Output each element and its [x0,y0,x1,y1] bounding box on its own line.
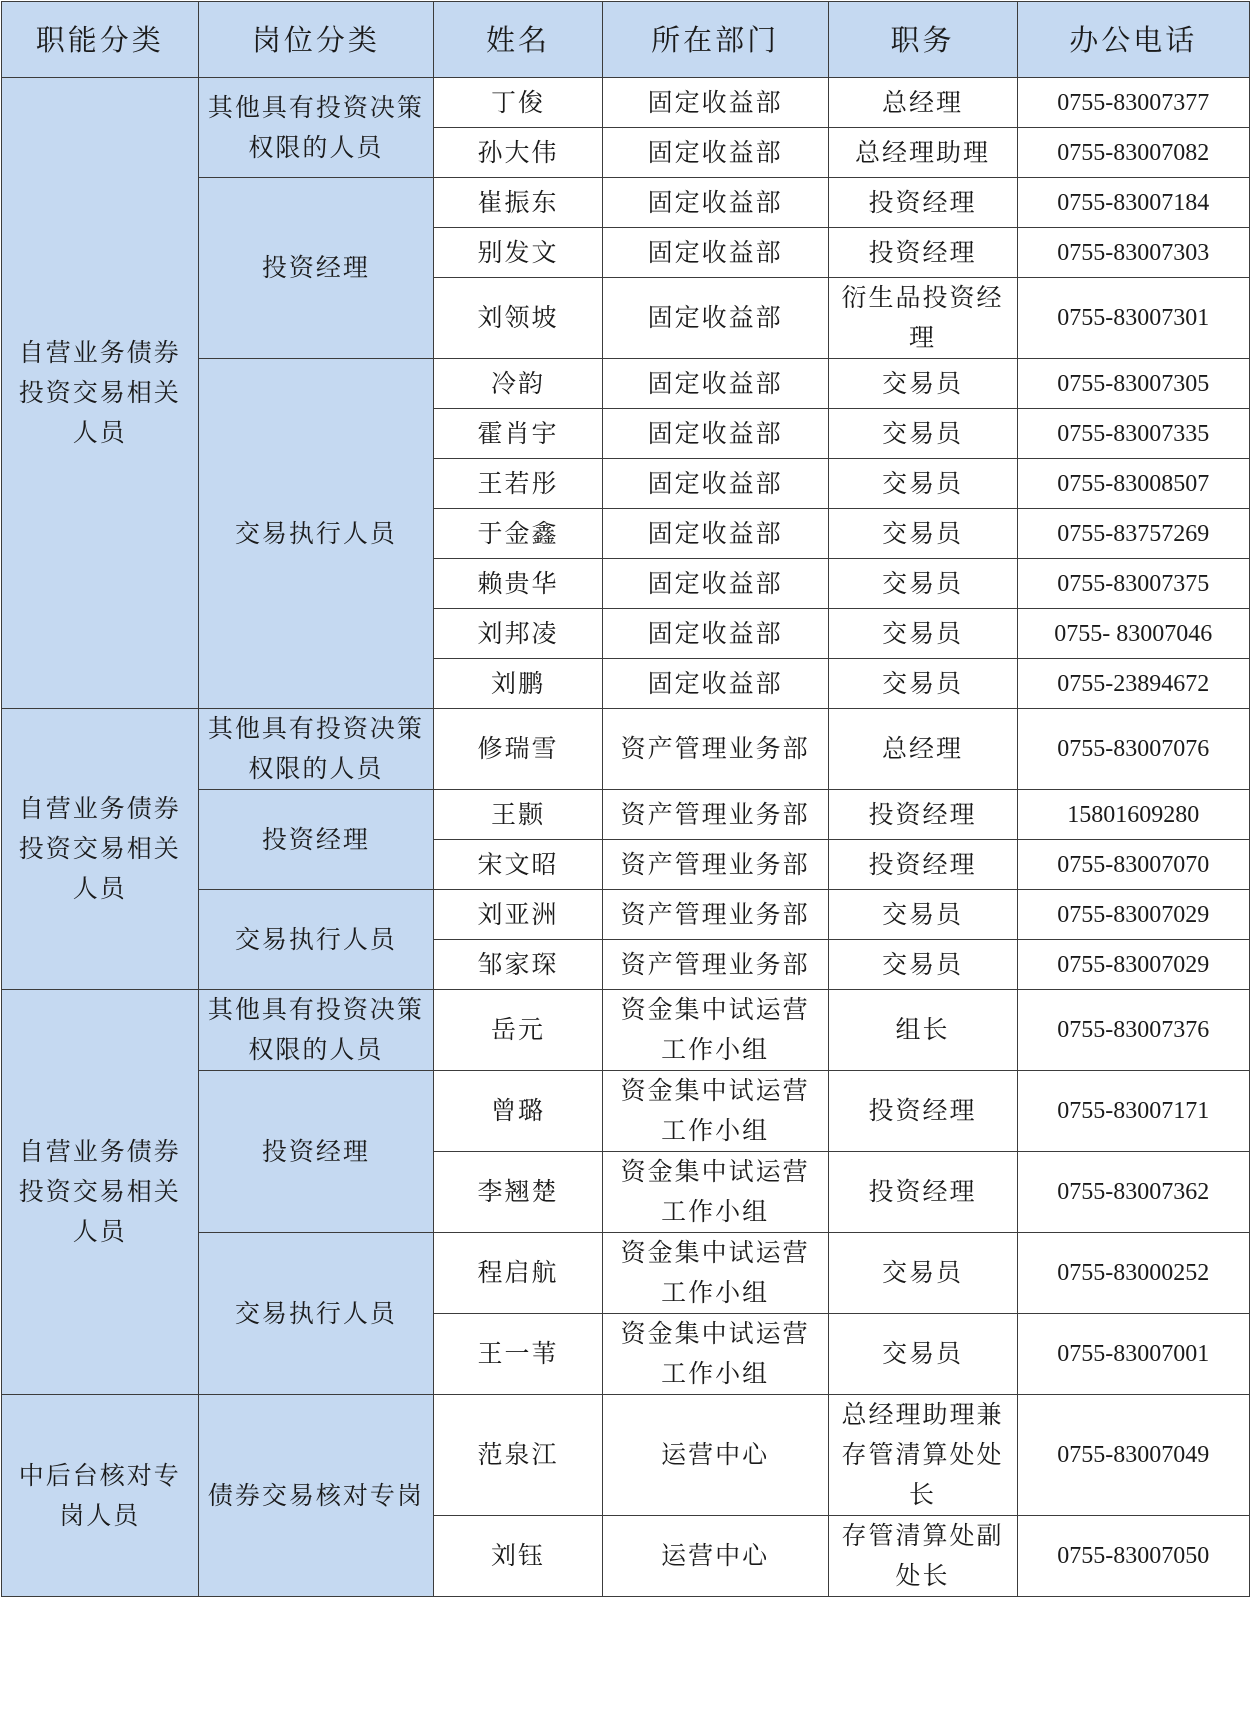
department-cell: 资金集中试运营工作小组 [602,990,828,1071]
name-cell: 冷韵 [434,359,602,409]
phone-cell: 0755-83007001 [1017,1314,1249,1395]
title-cell: 交易员 [828,1314,1017,1395]
department-cell: 固定收益部 [602,78,828,128]
header-title: 职务 [828,2,1017,78]
name-cell: 于金鑫 [434,509,602,559]
department-cell: 资金集中试运营工作小组 [602,1152,828,1233]
phone-cell: 0755-83007335 [1017,409,1249,459]
title-cell: 投资经理 [828,1071,1017,1152]
name-cell: 程启航 [434,1233,602,1314]
title-cell: 组长 [828,990,1017,1071]
department-cell: 资产管理业务部 [602,940,828,990]
title-cell: 交易员 [828,459,1017,509]
department-cell: 固定收益部 [602,278,828,359]
header-phone: 办公电话 [1017,2,1249,78]
name-cell: 刘鹏 [434,659,602,709]
name-cell: 刘领坡 [434,278,602,359]
phone-cell: 0755-83007076 [1017,709,1249,790]
name-cell: 霍肖宇 [434,409,602,459]
phone-cell: 0755-83007050 [1017,1516,1249,1597]
phone-cell: 0755-23894672 [1017,659,1249,709]
staff-contact-table [1,1,1250,1597]
title-cell: 交易员 [828,940,1017,990]
position-cell: 其他具有投资决策权限的人员 [198,709,434,790]
phone-cell: 0755-83007029 [1017,940,1249,990]
header-category: 职能分类 [2,2,199,78]
title-cell: 投资经理 [828,228,1017,278]
phone-cell: 0755-83007184 [1017,178,1249,228]
phone-cell: 0755-83757269 [1017,509,1249,559]
name-cell: 李翘楚 [434,1152,602,1233]
department-cell: 固定收益部 [602,609,828,659]
department-cell: 资金集中试运营工作小组 [602,1314,828,1395]
department-cell: 资金集中试运营工作小组 [602,1071,828,1152]
header-position: 岗位分类 [198,2,434,78]
header-name: 姓名 [434,2,602,78]
name-cell: 修瑞雪 [434,709,602,790]
name-cell: 岳元 [434,990,602,1071]
department-cell: 固定收益部 [602,659,828,709]
table-row [2,709,1250,790]
department-cell: 运营中心 [602,1516,828,1597]
position-cell: 其他具有投资决策权限的人员 [198,78,434,178]
title-cell: 总经理 [828,709,1017,790]
title-cell: 投资经理 [828,178,1017,228]
title-cell: 交易员 [828,1233,1017,1314]
name-cell: 范泉江 [434,1395,602,1516]
phone-cell: 0755-83007305 [1017,359,1249,409]
phone-cell: 0755-83007082 [1017,128,1249,178]
name-cell: 王若彤 [434,459,602,509]
department-cell: 固定收益部 [602,359,828,409]
department-cell: 资金集中试运营工作小组 [602,1233,828,1314]
phone-cell: 0755-83007377 [1017,78,1249,128]
title-cell: 总经理 [828,78,1017,128]
position-cell: 投资经理 [198,178,434,359]
header-row [2,2,1250,78]
phone-cell: 0755-83007303 [1017,228,1249,278]
name-cell: 别发文 [434,228,602,278]
department-cell: 固定收益部 [602,178,828,228]
department-cell: 资产管理业务部 [602,840,828,890]
name-cell: 崔振东 [434,178,602,228]
phone-cell: 0755- 83007046 [1017,609,1249,659]
name-cell: 王颢 [434,790,602,840]
name-cell: 丁俊 [434,78,602,128]
category-cell: 自营业务债券投资交易相关人员 [2,709,199,990]
phone-cell: 0755-83007029 [1017,890,1249,940]
table-row [2,78,1250,128]
title-cell: 交易员 [828,559,1017,609]
title-cell: 交易员 [828,509,1017,559]
phone-cell: 0755-83008507 [1017,459,1249,509]
title-cell: 交易员 [828,409,1017,459]
title-cell: 衍生品投资经理 [828,278,1017,359]
phone-cell: 0755-83007049 [1017,1395,1249,1516]
department-cell: 运营中心 [602,1395,828,1516]
department-cell: 固定收益部 [602,459,828,509]
name-cell: 王一苇 [434,1314,602,1395]
title-cell: 投资经理 [828,1152,1017,1233]
department-cell: 资产管理业务部 [602,709,828,790]
position-cell: 交易执行人员 [198,1233,434,1395]
name-cell: 刘亚洲 [434,890,602,940]
category-cell: 自营业务债券投资交易相关人员 [2,78,199,709]
name-cell: 邹家琛 [434,940,602,990]
phone-cell: 0755-83007171 [1017,1071,1249,1152]
title-cell: 投资经理 [828,840,1017,890]
title-cell: 投资经理 [828,790,1017,840]
title-cell: 交易员 [828,890,1017,940]
position-cell: 投资经理 [198,790,434,890]
name-cell: 赖贵华 [434,559,602,609]
position-cell: 其他具有投资决策权限的人员 [198,990,434,1071]
name-cell: 曾璐 [434,1071,602,1152]
table-row [2,990,1250,1071]
category-cell: 中后台核对专岗人员 [2,1395,199,1597]
phone-cell: 0755-83007301 [1017,278,1249,359]
name-cell: 刘邦凌 [434,609,602,659]
department-cell: 固定收益部 [602,559,828,609]
title-cell: 交易员 [828,659,1017,709]
position-cell: 交易执行人员 [198,890,434,990]
department-cell: 固定收益部 [602,509,828,559]
name-cell: 宋文昭 [434,840,602,890]
name-cell: 孙大伟 [434,128,602,178]
position-cell: 债券交易核对专岗 [198,1395,434,1597]
position-cell: 投资经理 [198,1071,434,1233]
department-cell: 资产管理业务部 [602,790,828,840]
phone-cell: 0755-83007070 [1017,840,1249,890]
title-cell: 交易员 [828,359,1017,409]
department-cell: 固定收益部 [602,228,828,278]
phone-cell: 0755-83007362 [1017,1152,1249,1233]
title-cell: 总经理助理 [828,128,1017,178]
title-cell: 总经理助理兼存管清算处处长 [828,1395,1017,1516]
department-cell: 资产管理业务部 [602,890,828,940]
department-cell: 固定收益部 [602,409,828,459]
name-cell: 刘钰 [434,1516,602,1597]
title-cell: 存管清算处副处长 [828,1516,1017,1597]
table-row [2,1395,1250,1516]
phone-cell: 15801609280 [1017,790,1249,840]
phone-cell: 0755-83000252 [1017,1233,1249,1314]
header-department: 所在部门 [602,2,828,78]
department-cell: 固定收益部 [602,128,828,178]
position-cell: 交易执行人员 [198,359,434,709]
category-cell: 自营业务债券投资交易相关人员 [2,990,199,1395]
phone-cell: 0755-83007375 [1017,559,1249,609]
phone-cell: 0755-83007376 [1017,990,1249,1071]
title-cell: 交易员 [828,609,1017,659]
